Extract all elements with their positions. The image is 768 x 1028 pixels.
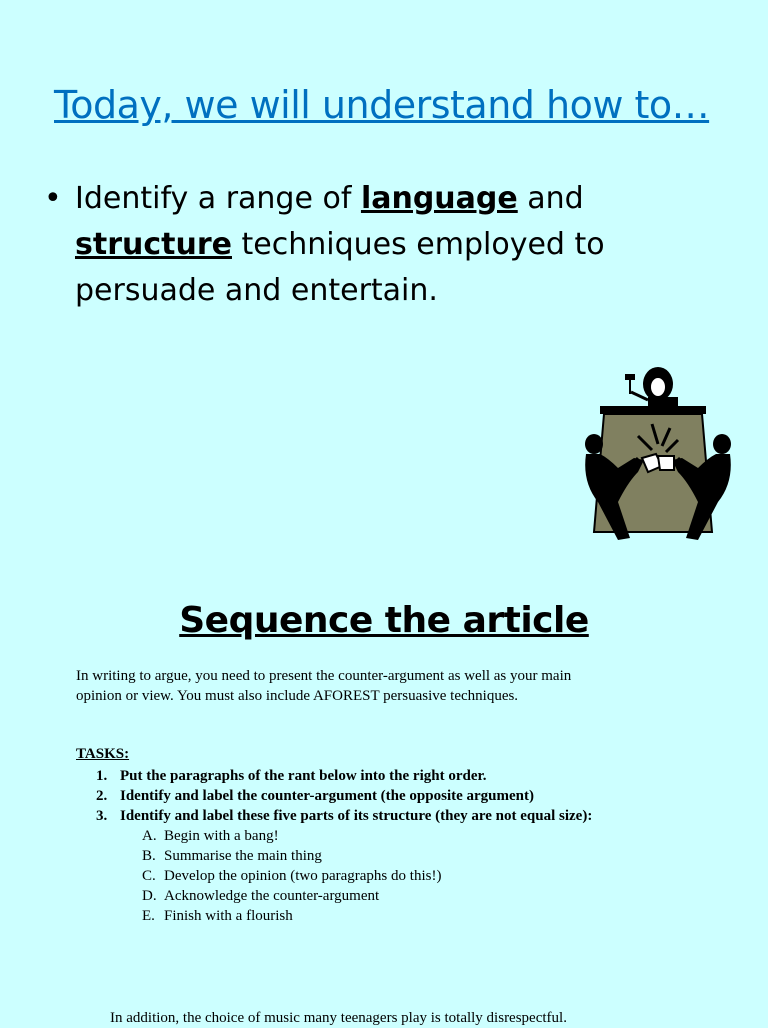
structure-part <box>142 866 626 886</box>
part-letter: C. <box>142 868 156 884</box>
part-text: Develop the opinion (two paragraphs do this!) <box>164 868 442 884</box>
part-letter: E. <box>142 908 155 924</box>
task-text: Put the paragraphs of the rant below into the right order. <box>120 768 487 784</box>
bullet-dot: • <box>44 181 62 216</box>
part-letter: D. <box>142 888 157 904</box>
task-text: Identify and label the counter-argument (the opposite argument) <box>120 788 535 804</box>
courtroom-debate-icon <box>578 362 738 562</box>
part-text: Begin with a bang! <box>164 828 279 844</box>
rant-paragraph-start: In addition, the choice of music many teenagers play is totally disrespectful. <box>110 1010 567 1026</box>
part-text: Summarise the main thing <box>164 848 322 864</box>
objective-part-2: and <box>517 181 584 216</box>
section-title: Sequence the article <box>179 600 589 641</box>
objective-bullet <box>44 176 664 314</box>
structure-part <box>142 846 626 866</box>
structure-parts-list <box>142 826 626 926</box>
task-item <box>96 766 626 786</box>
slide-title: Today, we will understand how to… <box>54 83 710 128</box>
task-text: Identify and label these five parts of its structure (they are not equal size): <box>120 808 593 824</box>
objective-part-1: Identify a range of <box>75 181 361 216</box>
keyword-structure: structure <box>75 227 232 262</box>
structure-part <box>142 906 626 926</box>
task-item <box>96 786 626 806</box>
objective-part-3: techniques employed to persuade and entertain. <box>75 227 605 308</box>
keyword-language: language <box>360 181 518 216</box>
task-number: 3. <box>96 808 108 824</box>
part-text: Finish with a flourish <box>164 908 293 924</box>
part-letter: A. <box>142 828 157 844</box>
task-item <box>96 806 626 926</box>
intro-paragraph: In writing to argue, you need to present the counter-argument as well as your main opinion or view. You must also include AFOREST persuasive techniques. <box>76 668 572 704</box>
tasks-list <box>96 766 626 926</box>
part-letter: B. <box>142 848 156 864</box>
task-number: 1. <box>96 768 108 784</box>
structure-part <box>142 826 626 846</box>
objective-text <box>75 176 664 314</box>
part-text: Acknowledge the counter-argument <box>164 888 380 904</box>
task-number: 2. <box>96 788 108 804</box>
structure-part <box>142 886 626 906</box>
tasks-label: TASKS: <box>76 746 130 762</box>
